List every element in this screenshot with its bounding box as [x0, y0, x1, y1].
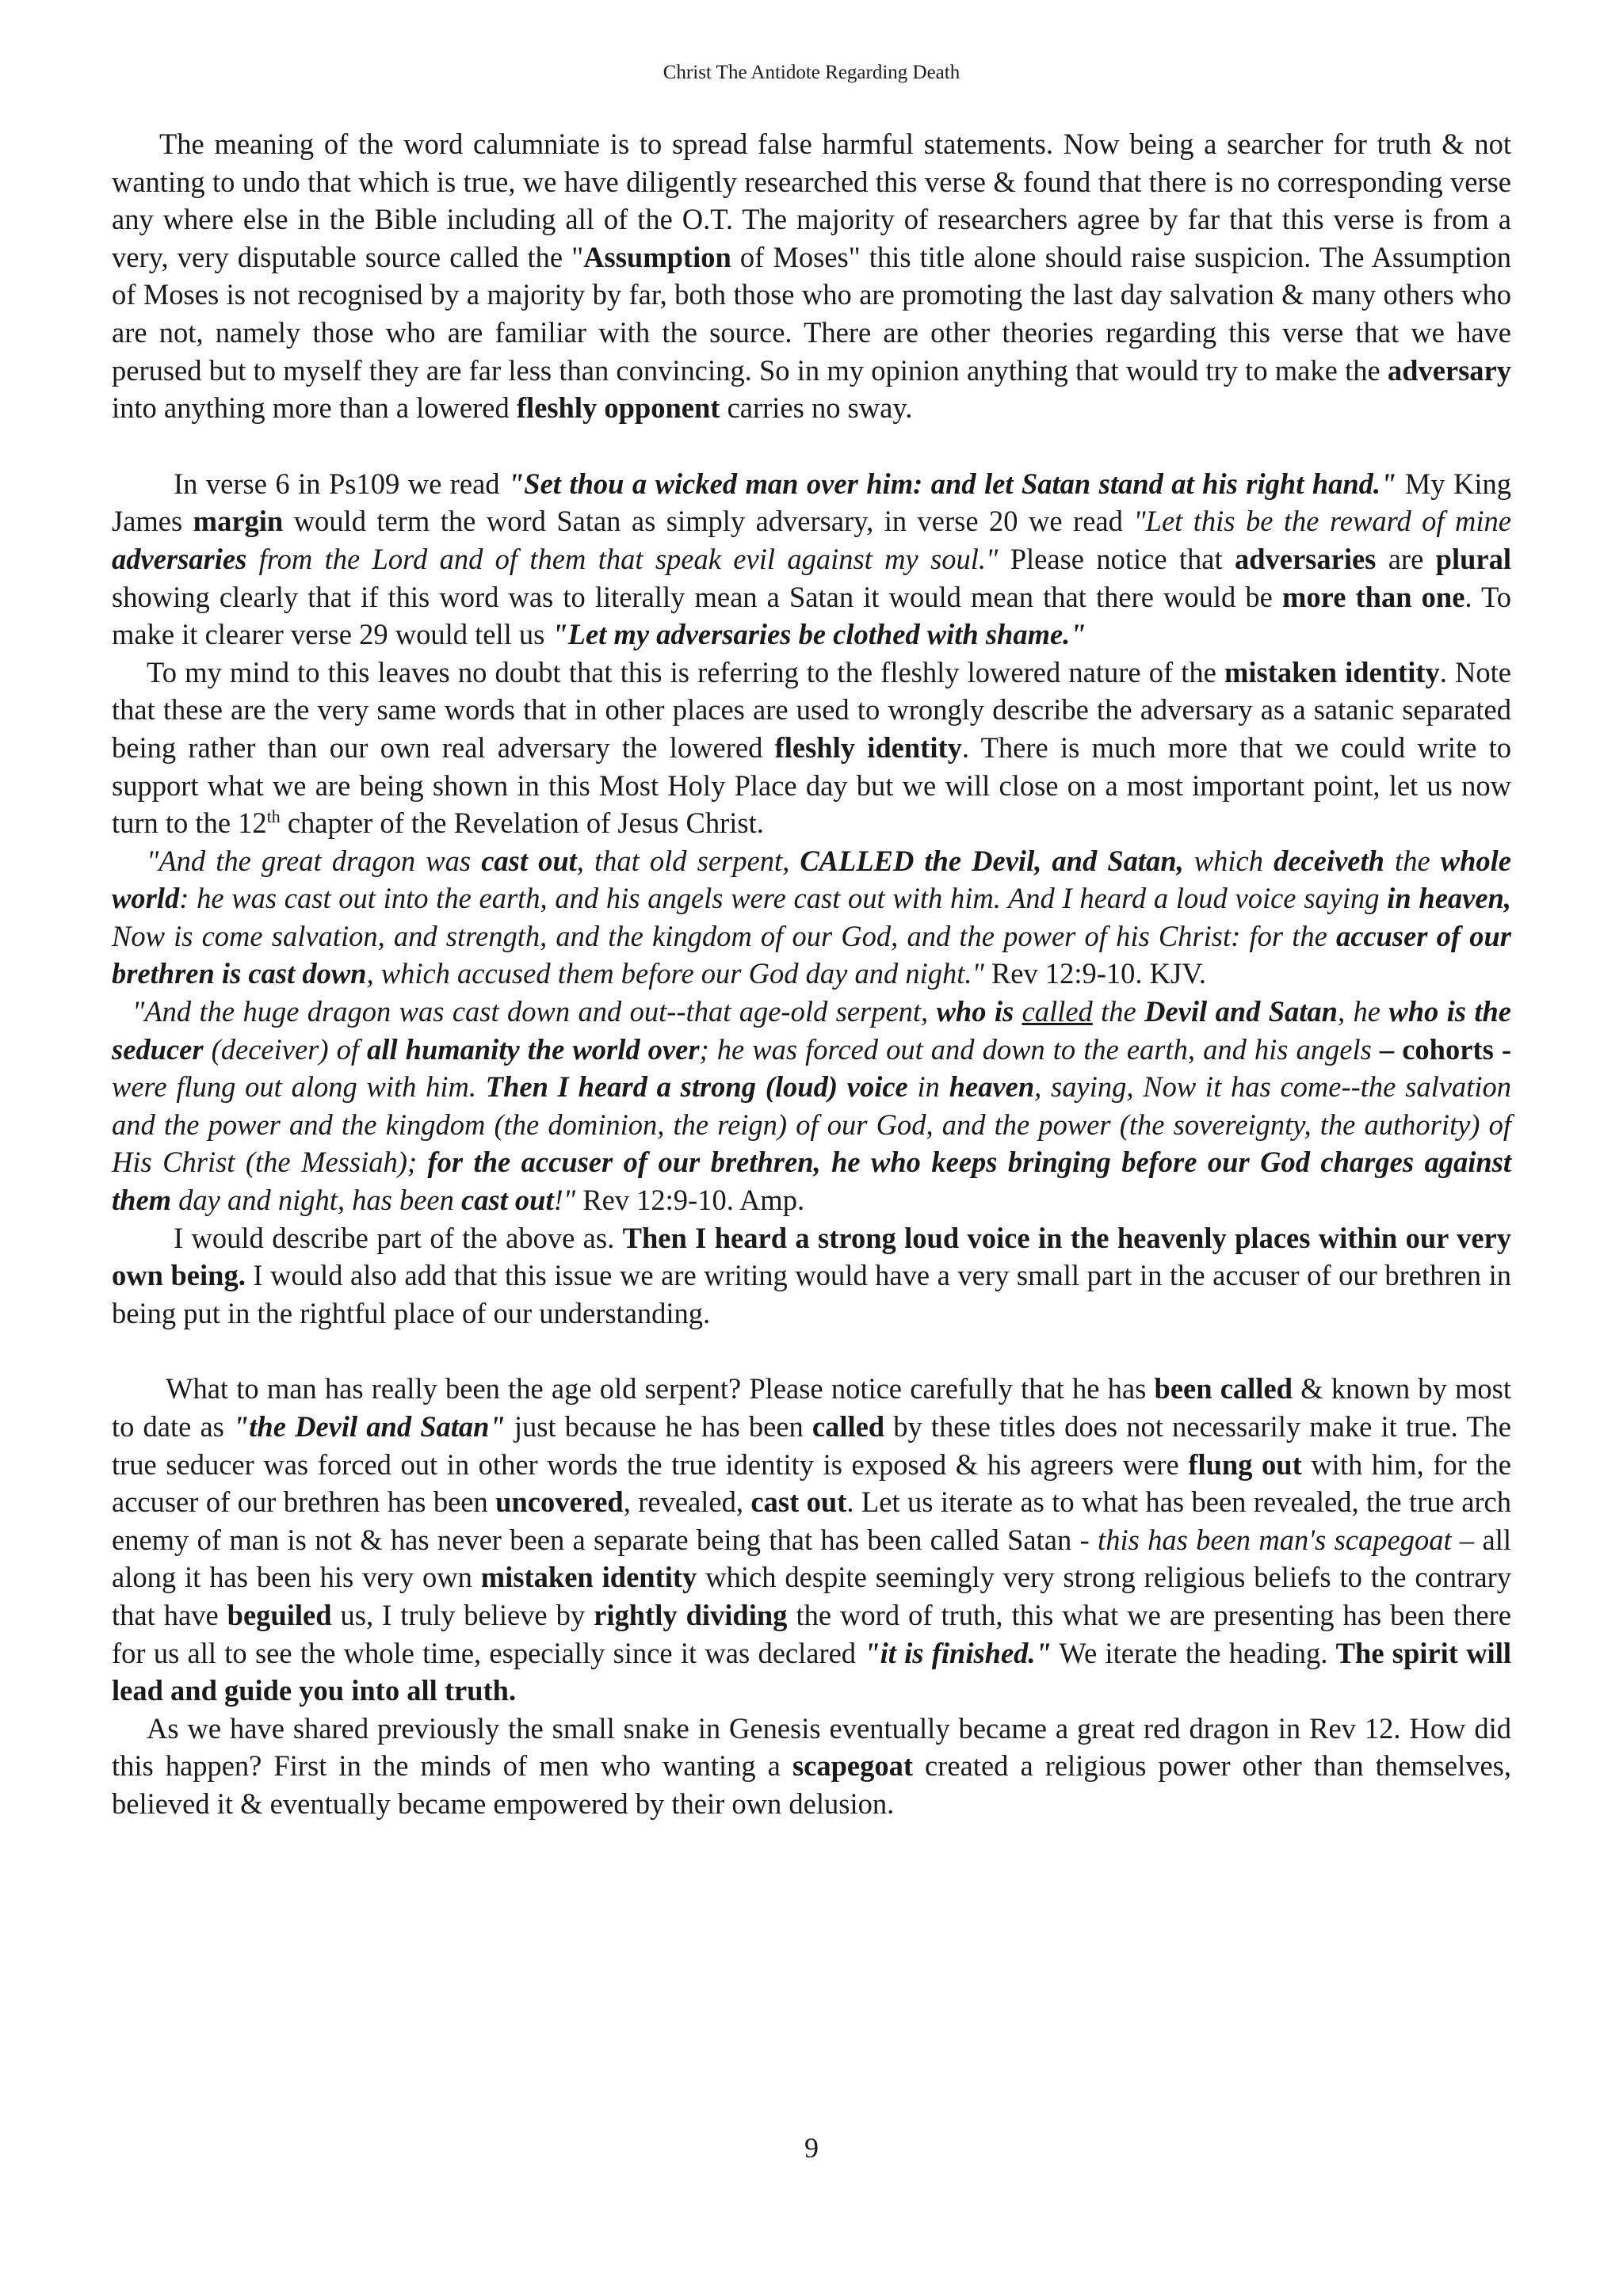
text-run: "the Devil and Satan" [233, 1410, 506, 1443]
body-text [112, 125, 1511, 1823]
text-run: & known by most to date as [112, 1372, 1511, 1443]
text-run: for the accuser of our brethren, he who keeps bringing before our God charges against them [112, 1146, 1512, 1217]
text-run: "it is finished." [864, 1636, 1052, 1669]
paragraph-gap [112, 427, 1511, 465]
text-run: Please notice that [998, 542, 1235, 575]
text-run: CALLED the Devil, and Satan, [800, 844, 1184, 877]
text-run: been called [1154, 1372, 1293, 1405]
text-run: . Let us iterate as to what has been revealed, the true arch enemy of man is not & has never been a separate being that has been called Satan - [112, 1486, 1511, 1556]
text-run: by these titles does not necessarily make it true. The true seducer was forced out in other words the true identity is exposed & his agreers were [112, 1410, 1512, 1481]
paragraph [112, 842, 1511, 993]
text-run: "Let my adversaries be clothed with shame." [552, 618, 1086, 651]
text-run: Then I heard a strong (loud) voice [485, 1070, 908, 1104]
text-run: Rev 12:9-10. Amp. [575, 1184, 805, 1217]
paragraph [112, 654, 1511, 842]
text-run: which despite seemingly very strong religious beliefs to the contrary that have [112, 1561, 1511, 1631]
text-run: created a religious power other than themselves, believed it & eventually became empowered by their own delusion. [112, 1749, 1511, 1820]
text-run: were flung out along with him. [112, 1070, 486, 1104]
text-run: the [1092, 995, 1145, 1028]
text-run: deceiveth [1274, 844, 1384, 877]
text-run: , that old serpent, [576, 844, 800, 877]
text-run: us, I truly believe by [331, 1598, 594, 1631]
text-run: adversary [1387, 353, 1511, 387]
text-run: mistaken identity [480, 1561, 697, 1594]
text-run: "Let this be the reward of mine [1133, 505, 1511, 538]
text-run: flung out [1188, 1447, 1302, 1481]
text-run: th [266, 806, 281, 826]
text-run: are [1376, 542, 1436, 575]
text-run: – cohorts - [1379, 1032, 1511, 1066]
text-run: Rev 12:9-10. KJV. [983, 957, 1206, 990]
text-run: (deceiver) of [203, 1032, 368, 1066]
text-run: called [1022, 995, 1093, 1028]
text-run: , saying, Now it has come--the salvation and the power and the kingdom (the dominion, the reign) of our God, and the power (the sovereignty, the authority) of His Christ (the Messiah); [112, 1070, 1511, 1179]
text-run: the word of truth, this what we are presenting has been there for us all to see the whole time, especially since it was declared [112, 1598, 1512, 1669]
text-run: uncovered [495, 1486, 624, 1519]
text-run: whole world [112, 844, 1512, 915]
page-number: 9 [804, 2132, 819, 2164]
text-run: accuser of our brethren is cast down [112, 919, 1511, 990]
paragraph-gap [112, 1332, 1511, 1370]
text-run: just because he has been [505, 1410, 812, 1443]
text-run: adversaries [1234, 542, 1377, 575]
text-run: from the Lord and of them that speak evil against my soul." [246, 542, 999, 575]
text-run: . To make it clearer verse 29 would tell us [112, 580, 1511, 651]
text-run: "Set thou a wicked man over him: and let Satan stand at his right hand." [508, 467, 1397, 500]
text-run: the [1384, 844, 1441, 877]
paragraph [112, 1219, 1511, 1333]
text-run: scapegoat [792, 1749, 913, 1783]
text-run: all humanity the world over [367, 1032, 700, 1066]
text-run: , he [1338, 995, 1389, 1028]
text-run: who is the seducer [112, 995, 1511, 1066]
text-run: fleshly opponent [516, 391, 720, 425]
running-header: Christ The Antidote Regarding Death [663, 62, 960, 83]
text-run: We iterate the heading. [1051, 1636, 1336, 1669]
text-run: called [812, 1410, 885, 1443]
text-run: cast out [481, 844, 577, 877]
text-run: chapter of the Revelation of Jesus Christ. [280, 807, 764, 840]
text-run: As we have shared previously the small snake in Genesis eventually became a great red dragon in Rev 12. How did this happen? First in the minds of men who wanting a [112, 1711, 1511, 1783]
text-run: – all along it has been his very own [112, 1523, 1511, 1594]
paragraph [112, 125, 1511, 427]
text-run: would term the word Satan as simply adversary, in verse 20 we read [283, 505, 1134, 538]
text-run: mistaken identity [1224, 655, 1440, 688]
text-run: this has been man's scapegoat [1098, 1523, 1452, 1556]
text-run: Now is come salvation, and strength, and the kingdom of our God, and the power of his Christ: for the [112, 919, 1336, 952]
text-run: of Moses" this title alone should raise suspicion. The Assumption of Moses is not recognised by a majority by far, both those who are promoting the last day salvation & many others who are not, namely those who are familiar with the source. There are other theories regarding this verse that we have perused but to myself they are far less than convincing. So in my opinion anything that would try to make the [112, 240, 1511, 387]
text-run: in [907, 1070, 949, 1104]
text-run: I would describe part of the above as. [174, 1221, 623, 1254]
text-run: : he was cast out into the earth, and his angels were cast out with him. And I heard a loud voice saying [179, 882, 1388, 915]
text-run: Assumption [583, 240, 731, 273]
paragraph [112, 465, 1511, 654]
text-run: I would also add that this issue we are writing would have a very small part in the accuser of our brethren in being put in the rightful place of our understanding. [112, 1259, 1511, 1329]
text-run: heaven [949, 1070, 1035, 1104]
text-run: "And the great dragon was [147, 844, 482, 877]
text-run: ; he was forced out and down to the earth, and his angels [699, 1032, 1380, 1066]
text-run: . There is much more that we could write to support what we are being shown in this Most Holy Place day but we will close on a most important point, let us now turn to the 12 [112, 730, 1511, 840]
text-run: adversaries [112, 542, 247, 575]
text-run: The meaning of the word calumniate is to spread false harmful statements. Now being a searcher for truth & not wanting to undo that which is true, we have diligently researched this verse & found that there is no corresponding verse any where else in the Bible including all of the O.T. The majority of researchers agree by far that this verse is from a very, very disputable source called the " [112, 128, 1511, 273]
text-run: showing clearly that if this word was to literally mean a Satan it would mean that there would be [112, 580, 1283, 613]
text-run: which [1183, 844, 1274, 877]
text-run: , revealed, [623, 1486, 751, 1519]
text-run: In verse 6 in Ps109 we read [174, 467, 509, 500]
text-run: into anything more than a lowered [112, 391, 517, 425]
paragraph [112, 1710, 1511, 1823]
paragraph [112, 993, 1511, 1219]
text-run: !" [553, 1184, 576, 1217]
text-run: Devil and Satan [1144, 995, 1338, 1028]
paragraph [112, 1370, 1511, 1709]
text-run: . Note that these are the very same words that in other places are used to wrongly describe the adversary as a satanic separated being rather than our own real adversary the lowered [112, 655, 1511, 764]
text-run: carries no sway. [720, 391, 913, 425]
text-run: "And the huge dragon was cast down and out--that age-old serpent, [132, 995, 937, 1028]
text-run: beguiled [227, 1598, 332, 1631]
text-run: The spirit will lead and guide you into all truth. [112, 1636, 1511, 1707]
text-run: fleshly identity [774, 730, 962, 764]
text-run: What to man has really been the age old serpent? Please notice carefully that he has [166, 1372, 1155, 1405]
text-run: with him, for the accuser of our brethren has been [112, 1447, 1512, 1519]
text-run: To my mind to this leaves no doubt that this is referring to the fleshly lowered nature of the [147, 655, 1225, 688]
text-run: margin [193, 505, 284, 538]
text-run: cast out [750, 1486, 847, 1519]
text-run: day and night, has been [171, 1184, 462, 1217]
text-run: cast out [461, 1184, 554, 1217]
text-run: in heaven, [1387, 882, 1511, 915]
text-run: plural [1435, 542, 1511, 575]
text-run: more than one [1282, 580, 1465, 613]
text-run: Then I heard a strong loud voice in the heavenly places within our very own being. [112, 1221, 1512, 1292]
text-run: My King James [112, 467, 1511, 538]
text-run: rightly dividing [594, 1598, 788, 1631]
text-run: who is [936, 995, 1022, 1028]
text-run: , which accused them before our God day and night." [366, 957, 984, 990]
